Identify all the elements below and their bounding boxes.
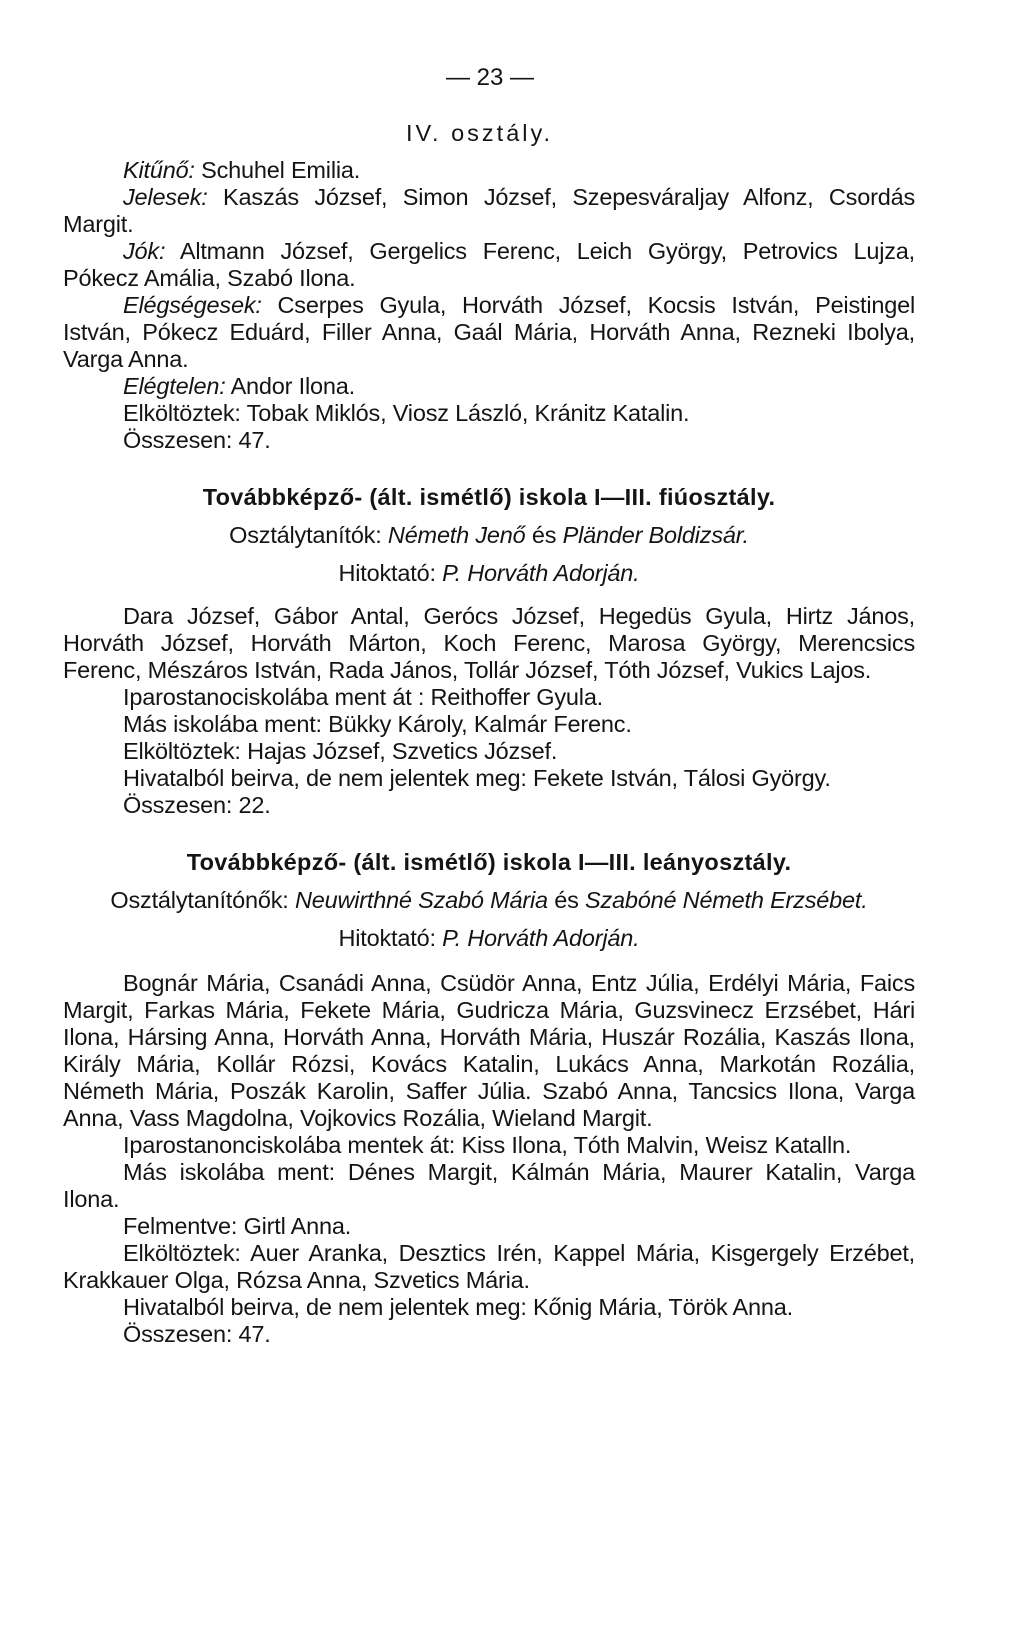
class4-heading: IV. osztály. xyxy=(406,120,554,146)
girls-iparos: Iparostanonciskolába mentek át: Kiss Ilona, Tóth Malvin, Weisz Katalln. xyxy=(123,1132,852,1158)
girls-osszesen: Összesen: 47. xyxy=(123,1321,271,1347)
boys-elkoltoztek: Elköltöztek: Hajas József, Szvetics József. xyxy=(123,738,558,764)
class4-jok: Jók: Altmann József, Gergelics Ferenc, Leich György, Petrovics Lujza, Pókecz Amália, Szabó Ilona. xyxy=(63,238,915,291)
boys-heading: Továbbképző- (ált. ismétlő) iskola I—III. fiúosztály. xyxy=(202,484,776,510)
class4-elegsegesek: Elégségesek: Cserpes Gyula, Horváth József, Kocsis István, Peistingel István, Pókecz Eduárd, Filler Anna, Gaál Mária, Horváth Anna, Rezneki Ibolya, Varga Anna. xyxy=(63,292,915,372)
class4-osszesen: Összesen: 47. xyxy=(123,427,271,453)
class4-jelesek: Jelesek: Kaszás József, Simon József, Szepesváraljay Alfonz, Csordás Margit. xyxy=(63,184,915,237)
class4-elegtelen: Elégtelen: Andor Ilona. xyxy=(123,373,355,399)
class4-elkoltoztek: Elköltöztek: Tobak Miklós, Viosz László, Kránitz Katalin. xyxy=(123,400,690,426)
boys-mas-iskola: Más iskolába ment: Bükky Károly, Kalmár Ferenc. xyxy=(123,711,632,737)
girls-felmentve: Felmentve: Girtl Anna. xyxy=(123,1213,352,1239)
class4-kituno: Kitűnő: Schuhel Emilia. xyxy=(123,157,361,183)
boys-students: Dara József, Gábor Antal, Gerócs József, Hegedüs Gyula, Hirtz János, Horváth József, Horváth Márton, Koch Ferenc, Marosa György, Merencsics Ferenc, Mészáros István, Rada János, Tollár József, Tóth József, Vukics Lajos. xyxy=(63,603,915,683)
girls-hivatalbol: Hivatalból beirva, de nem jelentek meg: Kőnig Mária, Török Anna. xyxy=(123,1294,793,1320)
boys-iparos: Iparostanociskolába ment át : Reithoffer Gyula. xyxy=(123,684,604,710)
girls-mas-iskola: Más iskolába ment: Dénes Margit, Kálmán Mária, Maurer Katalin, Varga Ilona. xyxy=(63,1159,915,1212)
girls-students: Bognár Mária, Csanádi Anna, Csüdör Anna, Entz Júlia, Erdélyi Mária, Faics Margit, Farkas Mária, Fekete Mária, Gudricza Mária, Guzsvinecz Erzsébet, Hári Ilona, Hársing Anna, Horváth Anna, Horváth Mária, Huszár Rozália, Kaszás Ilona, Király Mária, Kollár Rózsi, Kovács Katalin, Lukács Anna, Markotán Rozália, Németh Mária, Poszák Karolin, Saffer Júlia. Szabó Anna, Tancsics Ilona, Varga Anna, Vass Magdolna, Vojkovics Rozália, Wieland Margit. xyxy=(63,970,915,1131)
document-body xyxy=(63,120,915,1348)
girls-teachers: Osztálytanítónők: Neuwirthné Szabó Mária és Szabóné Németh Erzsébet. xyxy=(110,887,868,913)
boys-teachers: Osztálytanítók: Németh Jenő és Pländer Boldizsár. xyxy=(229,522,749,548)
girls-elkoltoztek: Elköltöztek: Auer Aranka, Desztics Irén, Kappel Mária, Kisgergely Erzébet, Krakkauer Olga, Rózsa Anna, Szvetics Mária. xyxy=(63,1240,915,1293)
boys-hivatalbol: Hivatalból beirva, de nem jelentek meg: Fekete István, Tálosi György. xyxy=(123,765,831,791)
boys-osszesen: Összesen: 22. xyxy=(123,792,271,818)
girls-religion-teacher: Hitoktató: P. Horváth Adorján. xyxy=(338,925,640,951)
girls-heading: Továbbképző- (ált. ismétlő) iskola I—III. leányosztály. xyxy=(186,849,792,875)
boys-religion-teacher: Hitoktató: P. Horváth Adorján. xyxy=(338,560,640,586)
page-number: — 23 — xyxy=(445,64,535,91)
